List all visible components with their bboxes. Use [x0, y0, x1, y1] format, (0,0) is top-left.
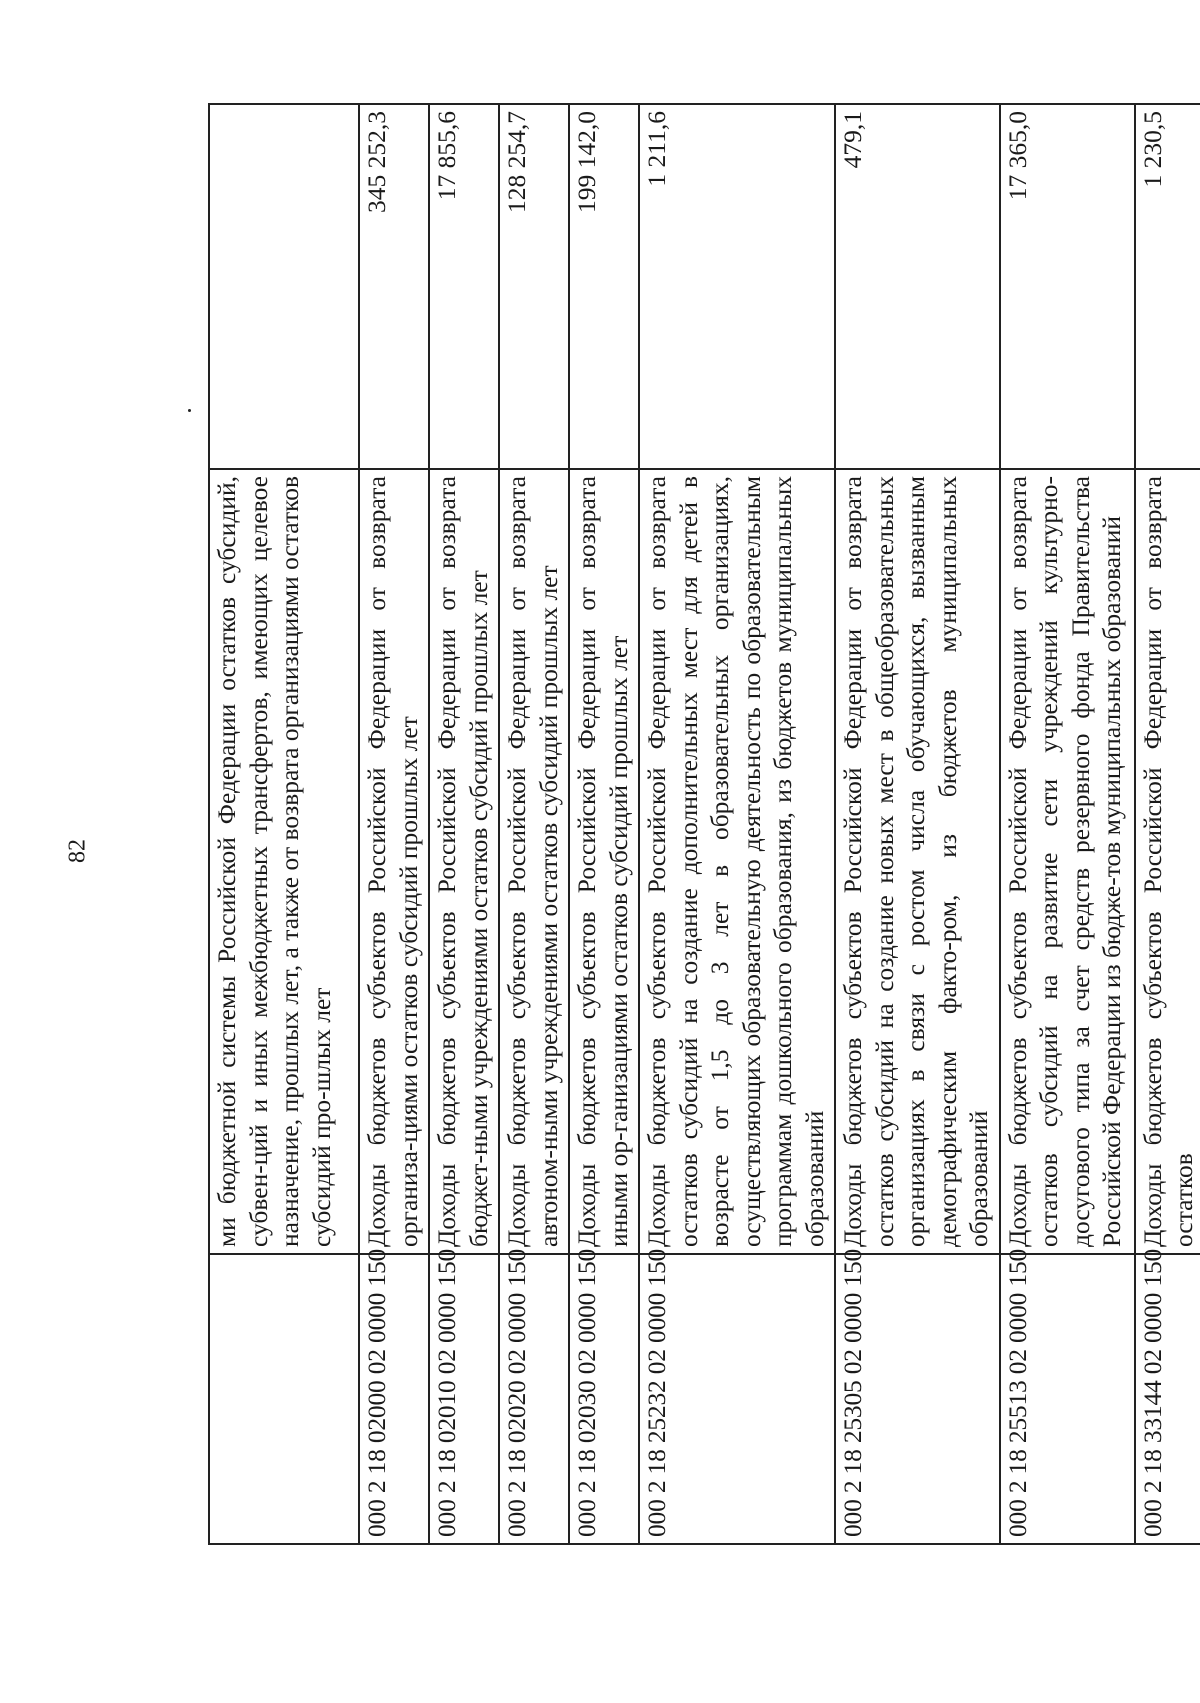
budget-code-cell: 000 2 18 25305 02 0000 150	[835, 1254, 1000, 1544]
amount-cell: 345 252,3	[359, 104, 429, 469]
budget-code-cell	[209, 1254, 359, 1544]
table-row	[209, 104, 359, 1544]
description-cell: Доходы бюджетов субъектов Российской Федерации от возврата бюджет-ными учреждениями остатков субсидий прошлых лет	[429, 469, 499, 1254]
budget-code-cell: 000 2 18 02010 02 0000 150	[429, 1254, 499, 1544]
amount-cell: 199 142,0	[569, 104, 639, 469]
budget-code-cell: 000 2 18 02030 02 0000 150	[569, 1254, 639, 1544]
budget-revenue-table	[208, 103, 1200, 1545]
description-cell: Доходы бюджетов субъектов Российской Федерации от возврата остатков	[1135, 469, 1200, 1254]
table-row	[1000, 104, 1135, 1544]
budget-code-cell: 000 2 18 02020 02 0000 150	[499, 1254, 569, 1544]
budget-code-cell: 000 2 18 02000 02 0000 150	[359, 1254, 429, 1544]
budget-code-cell: 000 2 18 25232 02 0000 150	[639, 1254, 835, 1544]
amount-cell: 1 230,5	[1135, 104, 1200, 469]
amount-cell: 17 365,0	[1000, 104, 1135, 469]
table-row	[499, 104, 569, 1544]
description-cell: Доходы бюджетов субъектов Российской Федерации от возврата остатков субсидий на развитие сети учреждений культурно-досугового типа за счет средств резервного фонда Правительства Российской Федерации из бюдже-тов муниципальных образований	[1000, 469, 1135, 1254]
description-cell: Доходы бюджетов субъектов Российской Федерации от возврата автоном-ными учреждениями остатков субсидий прошлых лет	[499, 469, 569, 1254]
table-row	[569, 104, 639, 1544]
table-row	[639, 104, 835, 1544]
amount-cell: 479,1	[835, 104, 1000, 469]
budget-code-cell: 000 2 18 25513 02 0000 150	[1000, 1254, 1135, 1544]
description-cell: Доходы бюджетов субъектов Российской Федерации от возврата организа-циями остатков субсидий прошлых лет	[359, 469, 429, 1254]
description-cell: Доходы бюджетов субъектов Российской Федерации от возврата остатков субсидий на создание новых мест в общеобразовательных организациях в связи с ростом числа обучающихся, вызванным демографическим факто-ром, из бюджетов муниципальных образований	[835, 469, 1000, 1254]
table-row	[835, 104, 1000, 1544]
rotated-table-container	[208, 105, 1200, 1545]
budget-code-cell: 000 2 18 33144 02 0000 150	[1135, 1254, 1200, 1544]
amount-cell: 128 254,7	[499, 104, 569, 469]
page-number: 82	[64, 839, 91, 863]
amount-cell	[209, 104, 359, 469]
table-row	[1135, 104, 1200, 1544]
description-cell: Доходы бюджетов субъектов Российской Федерации от возврата иными ор-ганизациями остатков субсидий прошлых лет	[569, 469, 639, 1254]
amount-cell: 1 211,6	[639, 104, 835, 469]
scan-speck	[188, 409, 191, 412]
table-row	[359, 104, 429, 1544]
description-cell: Доходы бюджетов субъектов Российской Федерации от возврата остатков субсидий на создание дополнительных мест для детей в возрасте от 1,5 до 3 лет в образовательных организациях, осуществляющих образовательную деятельность по образовательным программам дошкольного образования, из бюджетов муниципальных образований	[639, 469, 835, 1254]
description-cell: ми бюджетной системы Российской Федерации остатков субсидий, субвен-ций и иных межбюджетных трансфертов, имеющих целевое назначение, прошлых лет, а также от возврата организациями остатков субсидий про-шлых лет	[209, 469, 359, 1254]
amount-cell: 17 855,6	[429, 104, 499, 469]
table-row	[429, 104, 499, 1544]
